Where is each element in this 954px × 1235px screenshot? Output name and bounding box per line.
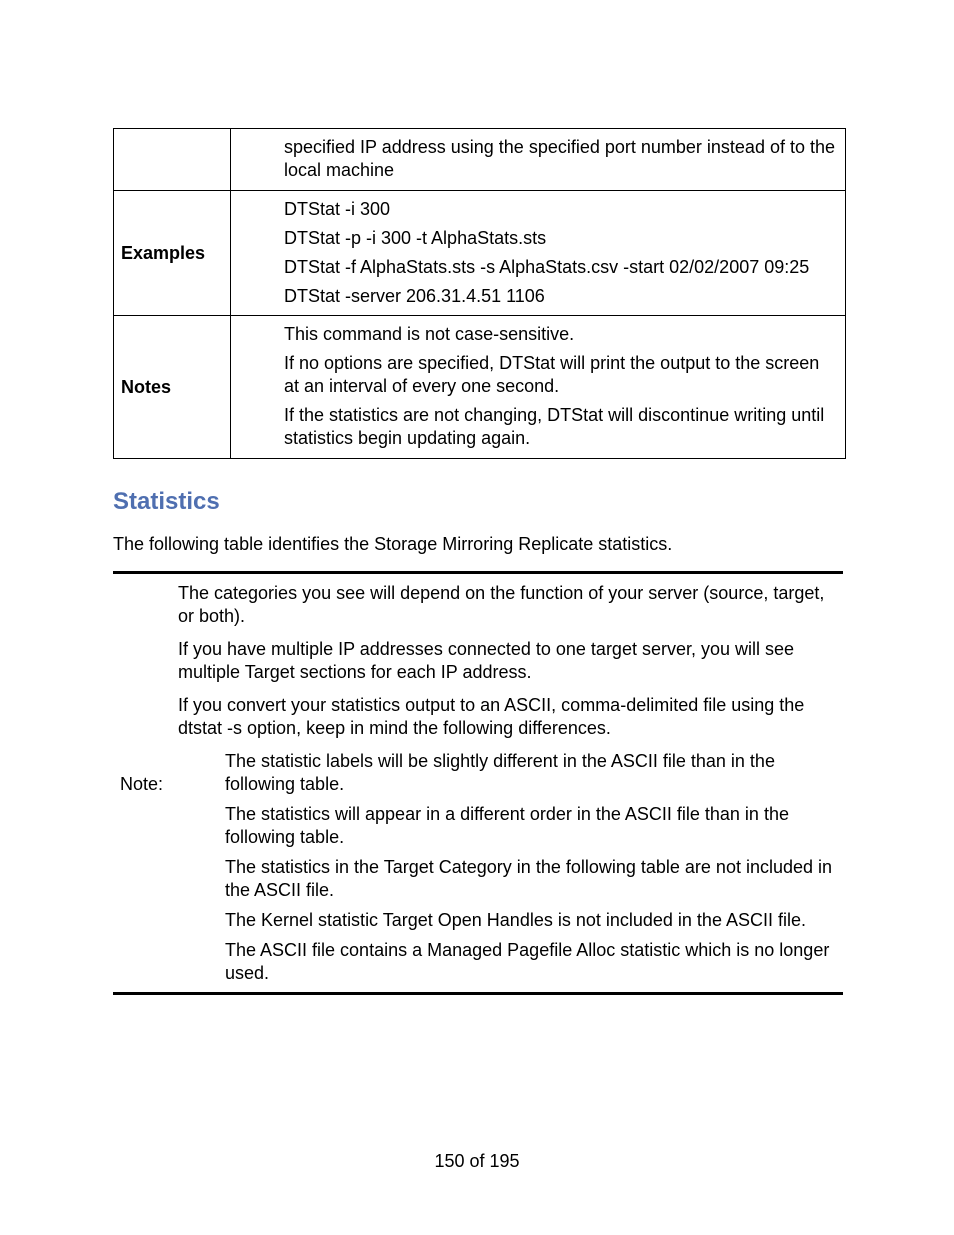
row-label: Notes xyxy=(114,316,231,459)
table-row xyxy=(114,316,846,459)
note-sub-item: The statistics in the Target Category in the following table are not included in the ASCII file. xyxy=(225,857,833,900)
note-sub-list xyxy=(225,750,838,985)
note-label: Note: xyxy=(120,774,164,794)
row-line: DTStat -f AlphaStats.sts -s AlphaStats.csv -start 02/02/2007 09:25 xyxy=(284,256,810,277)
row-line: DTStat -server 206.31.4.51 1106 xyxy=(284,285,545,306)
row-line: If the statistics are not changing, DTStat will discontinue writing until statistics begin updating again. xyxy=(284,405,825,448)
options-table xyxy=(113,128,846,459)
row-line: DTStat -p -i 300 -t AlphaStats.sts xyxy=(284,227,547,248)
note-sub-item: The statistics will appear in a different order in the ASCII file than in the following table. xyxy=(225,804,789,847)
note-sub-item: The ASCII file contains a Managed Pagefile Alloc statistic which is no longer used. xyxy=(225,940,830,983)
row-label: Examples xyxy=(114,191,231,316)
row-line: DTStat -i 300 xyxy=(284,198,391,219)
row-line: If no options are specified, DTStat will print the output to the screen at an interval of every one second. xyxy=(284,353,820,396)
note-body xyxy=(178,582,838,992)
page-number: 150 of 195 xyxy=(434,1151,520,1171)
row-label xyxy=(114,129,231,191)
note-paragraph: The categories you see will depend on the function of your server (source, target, or both). xyxy=(178,583,825,626)
note-box xyxy=(113,571,843,995)
table-row xyxy=(114,129,846,191)
section-intro: The following table identifies the Storage Mirroring Replicate statistics. xyxy=(113,534,673,554)
row-line: specified IP address using the specified port number instead of to the local machine xyxy=(284,137,836,180)
section-heading: Statistics xyxy=(113,488,220,515)
row-line: This command is not case-sensitive. xyxy=(284,324,575,344)
note-sub-item: The Kernel statistic Target Open Handles is not included in the ASCII file. xyxy=(225,910,806,930)
note-sub-item: The statistic labels will be slightly different in the ASCII file than in the following table. xyxy=(225,751,775,794)
row-content xyxy=(231,129,846,191)
row-content xyxy=(231,191,846,316)
table-row xyxy=(114,191,846,316)
note-paragraph: If you convert your statistics output to an ASCII, comma-delimited file using the dtstat -s option, keep in mind the following differences. xyxy=(178,695,805,738)
row-content xyxy=(231,316,846,459)
note-paragraph: If you have multiple IP addresses connected to one target server, you will see multiple Target sections for each IP address. xyxy=(178,639,795,682)
